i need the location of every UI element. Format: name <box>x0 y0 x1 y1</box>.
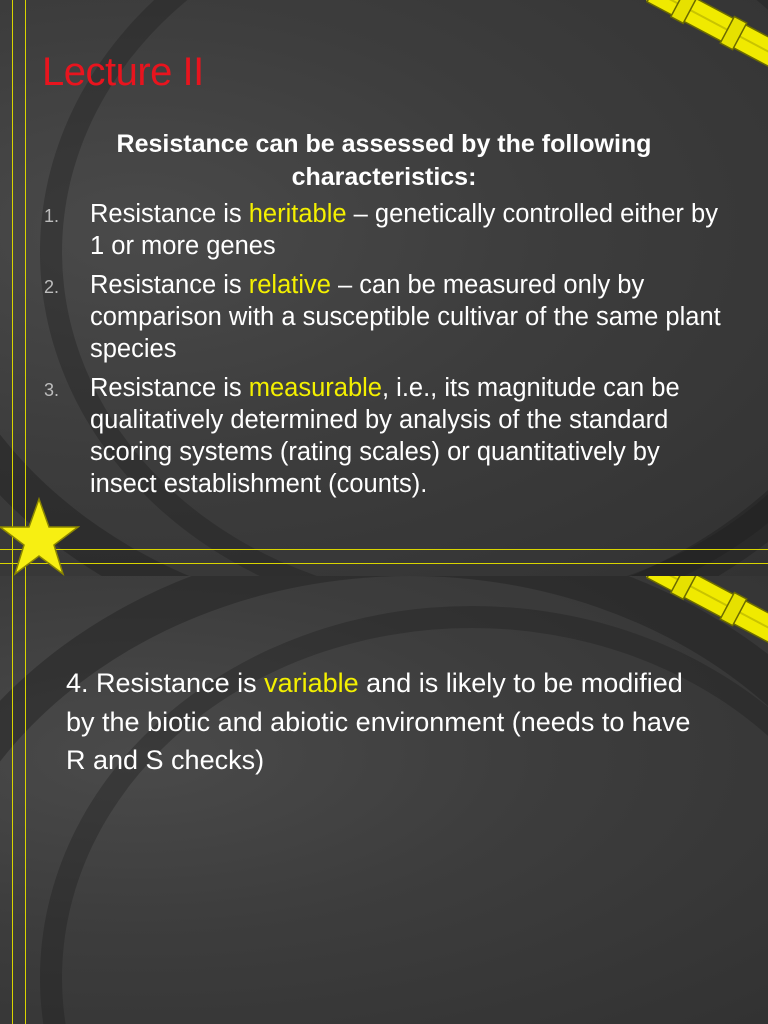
accent-line-vertical <box>25 0 26 576</box>
list-item <box>44 198 724 262</box>
list-item-text: – can be measured only by comparison with a susceptible cultivar of the same plant species <box>90 271 721 363</box>
list-item <box>44 269 724 365</box>
accent-line-vertical <box>25 576 26 1024</box>
list-item-number: 2. <box>44 277 60 297</box>
slide-2-body <box>66 664 706 780</box>
highlight-term: variable <box>264 668 359 698</box>
accent-line-horizontal <box>0 549 768 550</box>
pencil-icon <box>620 576 768 666</box>
accent-line-vertical <box>12 576 13 1024</box>
intro-heading: Resistance can be assessed by the following characteristics: <box>116 130 652 191</box>
highlight-term: relative <box>248 271 331 299</box>
body-text: 4. Resistance is <box>66 668 265 698</box>
star-icon <box>0 497 80 576</box>
list-item-text: – genetically controlled either by 1 or more genes <box>90 200 718 260</box>
accent-line-horizontal <box>0 563 768 564</box>
list-item-text: Resistance is <box>90 271 249 299</box>
list-item-number: 1. <box>44 206 60 226</box>
list-item-text: Resistance is <box>90 374 249 402</box>
body-text: and is likely to be modified by the biotic and abiotic environment (needs to have R and S checks) <box>66 668 691 775</box>
accent-line-vertical <box>12 0 13 576</box>
slide-2 <box>0 576 768 1024</box>
pencil-icon <box>620 0 768 90</box>
characteristics-list <box>44 198 724 507</box>
highlight-term: measurable <box>248 374 382 402</box>
list-item-text: Resistance is <box>90 200 249 228</box>
highlight-term: heritable <box>248 200 347 228</box>
slide-title: Lecture II <box>42 50 204 94</box>
list-item-text: , i.e., its magnitude can be qualitatively determined by analysis of the standard scoring systems (rating scales) or quantitatively by insect establishment (counts). <box>90 374 680 498</box>
list-item <box>44 372 724 500</box>
list-item-number: 3. <box>44 380 60 400</box>
